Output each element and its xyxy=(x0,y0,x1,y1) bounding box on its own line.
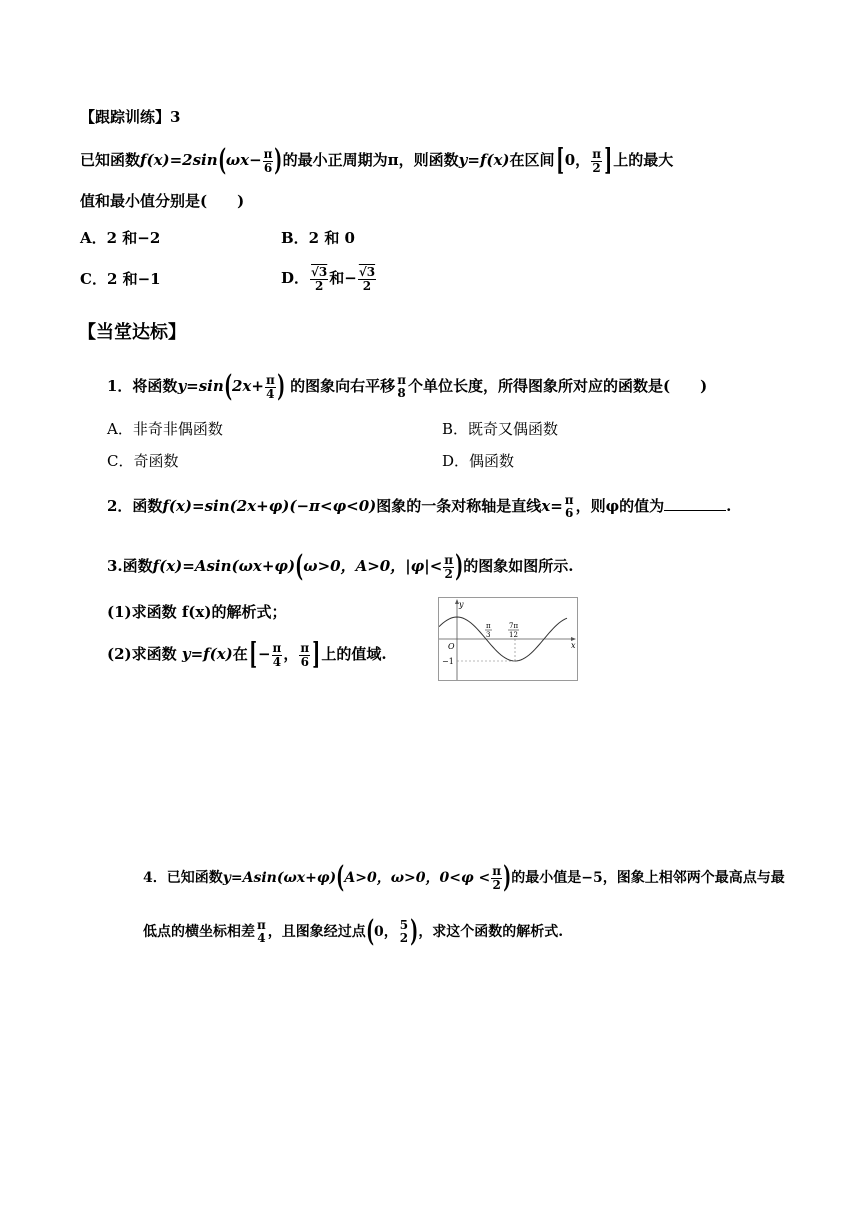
practice-stem: 已知函数f(x)=2sin(ωx− $\frac{\pi}{6}$ )的最小正周期为π，则函数y=f(x)在区间[0， $\frac{\pi}{2}$ ]上的最大 xyxy=(80,143,674,178)
q3-part2: (2)求函数 y=f(x)在[− $\frac{\pi}{4}$ ， $\frac{\pi}{6}$ ]上的值域. xyxy=(107,637,387,672)
q1-option-d: D．偶函数 xyxy=(442,452,515,470)
tick2-denominator: 12 xyxy=(509,631,518,639)
practice-option-d: D． $\frac{√3}{2}$ 和− $\frac{√3}{2}$ xyxy=(281,264,376,293)
practice-stem-line2: 值和最小值分别是( ) xyxy=(80,192,245,210)
y-axis-label: y xyxy=(459,600,464,609)
q1-option-c: C．奇函数 xyxy=(107,452,179,470)
section-heading: 【当堂达标】 xyxy=(78,322,186,343)
sine-graph-svg xyxy=(439,598,577,680)
practice-option-a: A．2 和−2 xyxy=(80,229,161,247)
tick2-numerator: 7π xyxy=(509,622,519,630)
q1-option-b: B．既奇又偶函数 xyxy=(442,420,559,438)
neg-one-label: −1 xyxy=(442,657,454,666)
answer-blank[interactable] xyxy=(664,498,726,511)
tick1-numerator: π xyxy=(486,622,491,630)
q4-line2: 低点的横坐标相差 π 4 ，且图象经过点(0， 5 2 )，求这个函数的解析式. xyxy=(143,914,564,949)
practice-option-c: C．2 和−1 xyxy=(80,270,161,288)
q1-stem: 1．将函数y=sin(2x+ $\frac{\pi}{4}$ ) 的图象向右平移 π 8 个单位长度，所得图象所对应的函数是( ) xyxy=(107,369,708,404)
sine-graph-figure xyxy=(438,597,578,681)
origin-label: O xyxy=(448,642,455,651)
q3-stem: 3.函数f(x)=Asin(ωx+φ)(ω>0，A>0，|φ|< $\frac{\pi}{2}$ )的图象如图所示. xyxy=(107,549,574,584)
q1-option-a: A．非奇非偶函数 xyxy=(107,420,223,438)
practice-heading: 【跟踪训练】3 xyxy=(80,108,181,126)
q4-stem: 4．已知函数y=Asin(ωx+φ)(A>0，ω>0，0<φ < $\frac{\pi}{2}$ )的最小值是−5，图象上相邻两个最高点与最 xyxy=(143,860,785,895)
practice-option-b: B．2 和 0 xyxy=(281,229,355,247)
q2-stem: 2．函数f(x)=sin(2x+φ)(−π<φ<0)图象的一条对称轴是直线x= π 6 ，则φ的值为 . xyxy=(107,493,732,520)
x-axis-label: x xyxy=(571,641,576,650)
tick1-denominator: 3 xyxy=(486,631,491,639)
q3-part1: (1)求函数 f(x)的解析式； xyxy=(107,603,287,621)
